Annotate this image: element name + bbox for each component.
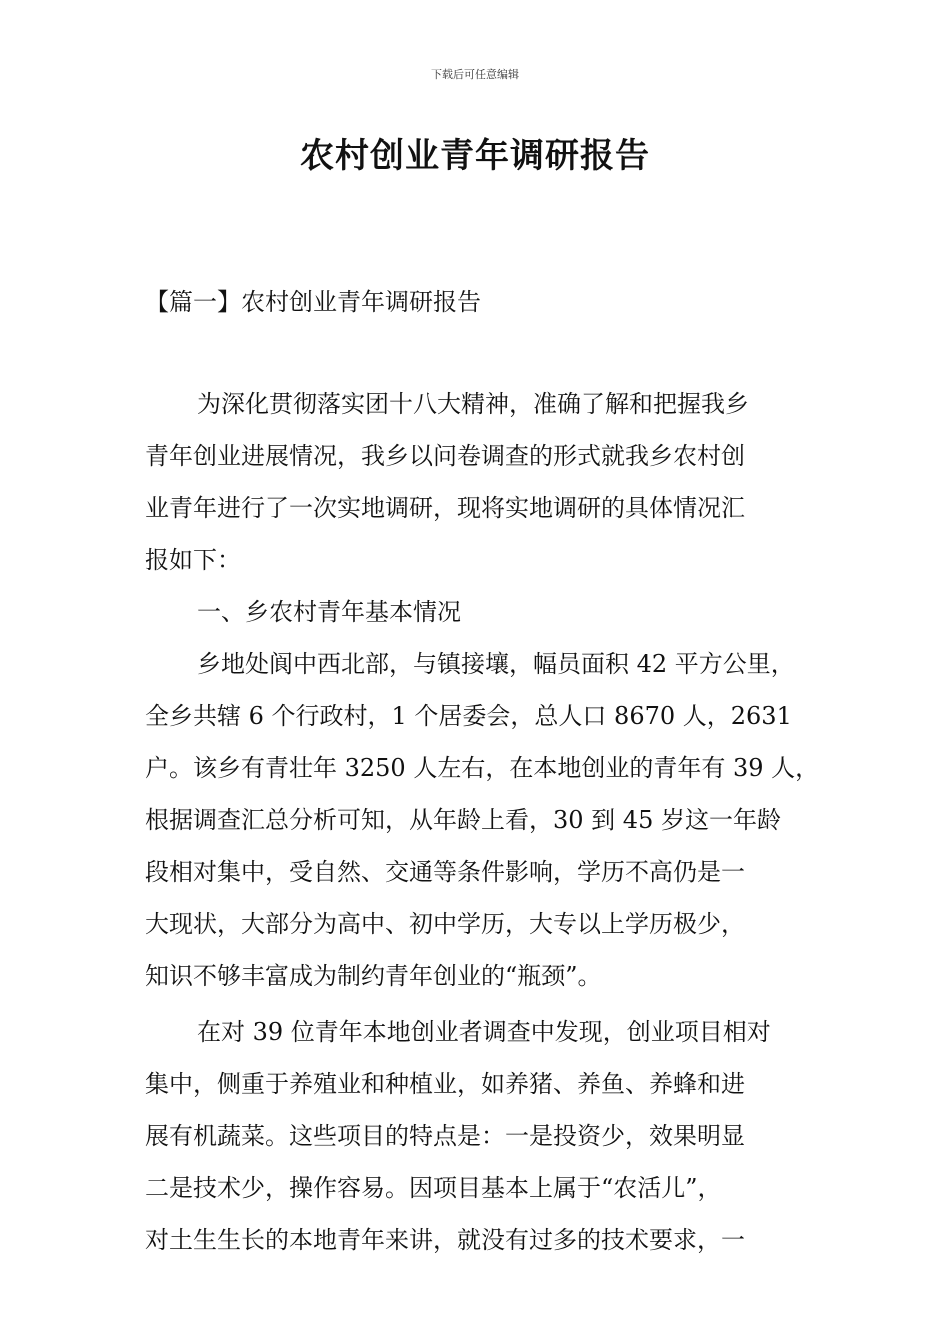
document-body	[145, 378, 820, 1266]
text-line: 二是技术少，操作容易。因项目基本上属于“农活儿”，	[145, 1174, 722, 1202]
text-line: 全乡共辖 6 个行政村，1 个居委会，总人口 8670 人，2631	[145, 702, 792, 730]
section-heading: 【篇一】农村创业青年调研报告	[145, 288, 481, 316]
text-line: 为深化贯彻落实团十八大精神，准确了解和把握我乡	[197, 390, 749, 418]
document-title: 农村创业青年调研报告	[300, 136, 650, 176]
text-line: 在对 39 位青年本地创业者调查中发现，创业项目相对	[197, 1018, 771, 1046]
text-line: 对土生生长的本地青年来讲，就没有过多的技术要求，一	[145, 1226, 745, 1254]
paragraph-projects	[145, 1006, 810, 1266]
text-line: 业青年进行了一次实地调研，现将实地调研的具体情况汇	[145, 494, 745, 522]
text-line: 乡地处阆中西北部，与镇接壤，幅员面积 42 平方公里，	[197, 650, 795, 678]
paragraph-subheading	[145, 586, 810, 638]
paragraph-basic-info	[145, 638, 820, 1006]
text-line: 展有机蔬菜。这些项目的特点是：一是投资少，效果明显	[145, 1122, 745, 1150]
text-line: 大现状，大部分为高中、初中学历，大专以上学历极少，	[145, 910, 745, 938]
text-line: 段相对集中，受自然、交通等条件影响，学历不高仍是一	[145, 858, 745, 886]
paragraph-intro	[145, 378, 810, 586]
header-note: 下载后可任意编辑	[431, 68, 519, 81]
text-line: 青年创业进展情况，我乡以问卷调查的形式就我乡农村创	[145, 442, 745, 470]
text-line: 根据调查汇总分析可知，从年龄上看，30 到 45 岁这一年龄	[145, 806, 781, 834]
subheading-line: 一、乡农村青年基本情况	[197, 598, 461, 626]
text-line: 报如下：	[145, 546, 241, 574]
text-line: 知识不够丰富成为制约青年创业的“瓶颈”。	[145, 962, 602, 990]
text-line: 户。该乡有青壮年 3250 人左右，在本地创业的青年有 39 人，	[145, 754, 820, 782]
text-line: 集中，侧重于养殖业和种植业，如养猪、养鱼、养蜂和进	[145, 1070, 745, 1098]
